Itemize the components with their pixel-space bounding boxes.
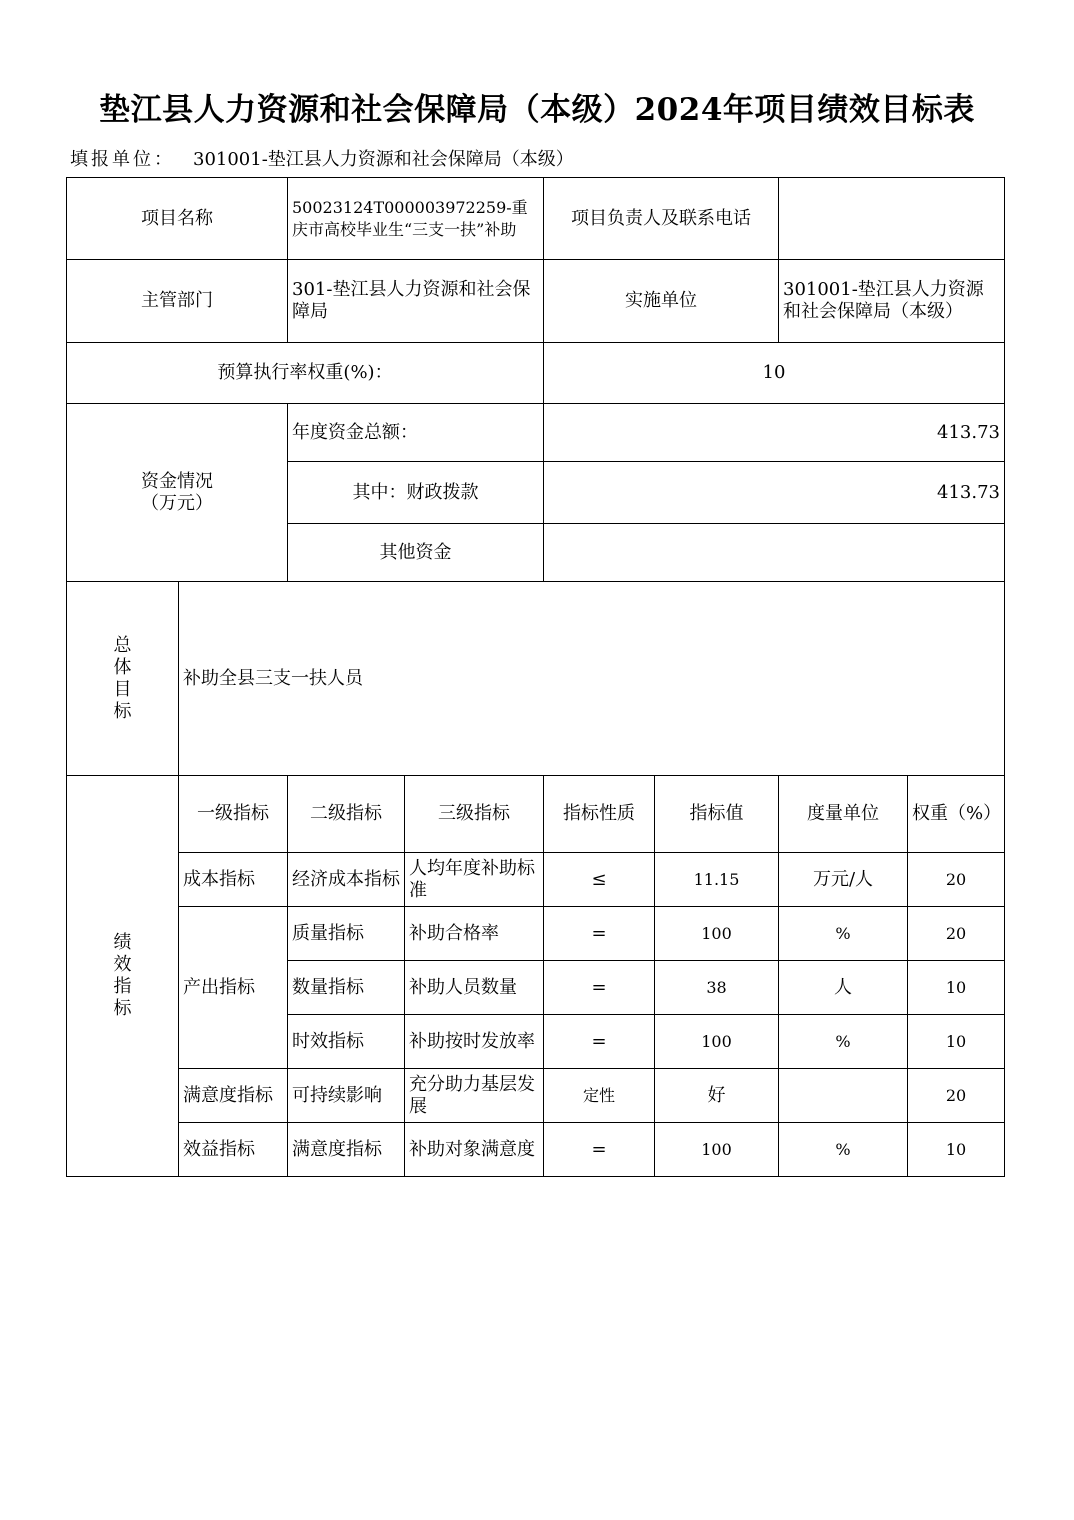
funds-other-value — [544, 524, 1005, 582]
unit-cell: % — [779, 1015, 908, 1069]
header-value: 指标值 — [655, 776, 779, 853]
value-cell: 100 — [655, 1123, 779, 1177]
level3-cell: 人均年度补助标准 — [405, 853, 544, 907]
weight-cell: 10 — [908, 1015, 1005, 1069]
level2-cell: 满意度指标 — [288, 1123, 405, 1177]
reporting-unit-label: 填报单位： — [70, 149, 175, 170]
unit-cell: % — [779, 1123, 908, 1177]
funds-fiscal-label: 其中：财政拨款 — [288, 462, 544, 524]
value-cell: 100 — [655, 1015, 779, 1069]
level2-cell: 可持续影响 — [288, 1069, 405, 1123]
project-name-value: 50023124T000003972259-重庆市高校毕业生“三支一扶”补助 — [288, 178, 544, 260]
budget-rate-label: 预算执行率权重(%)： — [67, 343, 544, 404]
level1-cell: 效益指标 — [179, 1123, 288, 1177]
unit-cell: % — [779, 907, 908, 961]
funds-other-label: 其他资金 — [288, 524, 544, 582]
impl-unit-value: 301001-垫江县人力资源和社会保障局（本级） — [779, 260, 1005, 343]
project-contact-value — [779, 178, 1005, 260]
level1-cell: 产出指标 — [179, 907, 288, 1069]
nature-cell: = — [544, 907, 655, 961]
unit-cell — [779, 1069, 908, 1123]
overall-goal-label: 总 体 目 标 — [67, 582, 179, 776]
level3-cell: 补助合格率 — [405, 907, 544, 961]
nature-cell: = — [544, 1123, 655, 1177]
reporting-unit-value: 301001-垫江县人力资源和社会保障局（本级） — [193, 149, 574, 170]
weight-cell: 20 — [908, 853, 1005, 907]
header-unit: 度量单位 — [779, 776, 908, 853]
level2-cell: 质量指标 — [288, 907, 405, 961]
unit-cell: 万元/人 — [779, 853, 908, 907]
level2-cell: 数量指标 — [288, 961, 405, 1015]
value-cell: 38 — [655, 961, 779, 1015]
project-name-label: 项目名称 — [67, 178, 288, 260]
dept-value: 301-垫江县人力资源和社会保障局 — [288, 260, 544, 343]
nature-cell: = — [544, 961, 655, 1015]
overall-goal-value: 补助全县三支一扶人员 — [179, 582, 1005, 776]
level3-cell: 补助按时发放率 — [405, 1015, 544, 1069]
table-row — [67, 1123, 1005, 1177]
weight-cell: 10 — [908, 1123, 1005, 1177]
funds-total-label: 年度资金总额： — [288, 404, 544, 462]
impl-unit-label: 实施单位 — [544, 260, 779, 343]
weight-cell: 20 — [908, 907, 1005, 961]
value-cell: 100 — [655, 907, 779, 961]
reporting-unit — [70, 145, 574, 171]
nature-cell: ≤ — [544, 853, 655, 907]
funds-label: 资金情况 （万元） — [67, 404, 288, 582]
level3-cell: 充分助力基层发展 — [405, 1069, 544, 1123]
table-row — [67, 853, 1005, 907]
value-cell: 11.15 — [655, 853, 779, 907]
level1-cell: 满意度指标 — [179, 1069, 288, 1123]
level2-cell: 时效指标 — [288, 1015, 405, 1069]
header-level3: 三级指标 — [405, 776, 544, 853]
table-row — [67, 907, 1005, 961]
perf-indicators-label: 绩 效 指 标 — [67, 776, 179, 1177]
budget-rate-value: 10 — [544, 343, 1005, 404]
unit-cell: 人 — [779, 961, 908, 1015]
level1-cell: 成本指标 — [179, 853, 288, 907]
funds-total-value: 413.73 — [544, 404, 1005, 462]
level2-cell: 经济成本指标 — [288, 853, 405, 907]
nature-cell: = — [544, 1015, 655, 1069]
table-row — [67, 1069, 1005, 1123]
nature-cell: 定性 — [544, 1069, 655, 1123]
header-nature: 指标性质 — [544, 776, 655, 853]
header-weight: 权重（%） — [908, 776, 1005, 853]
performance-table — [66, 177, 1005, 1177]
weight-cell: 20 — [908, 1069, 1005, 1123]
header-level2: 二级指标 — [288, 776, 405, 853]
level3-cell: 补助人员数量 — [405, 961, 544, 1015]
funds-fiscal-value: 413.73 — [544, 462, 1005, 524]
page-title: 垫江县人力资源和社会保障局（本级）2024年项目绩效目标表 — [99, 92, 975, 128]
dept-label: 主管部门 — [67, 260, 288, 343]
header-level1: 一级指标 — [179, 776, 288, 853]
value-cell: 好 — [655, 1069, 779, 1123]
project-contact-label: 项目负责人及联系电话 — [544, 178, 779, 260]
level3-cell: 补助对象满意度 — [405, 1123, 544, 1177]
weight-cell: 10 — [908, 961, 1005, 1015]
